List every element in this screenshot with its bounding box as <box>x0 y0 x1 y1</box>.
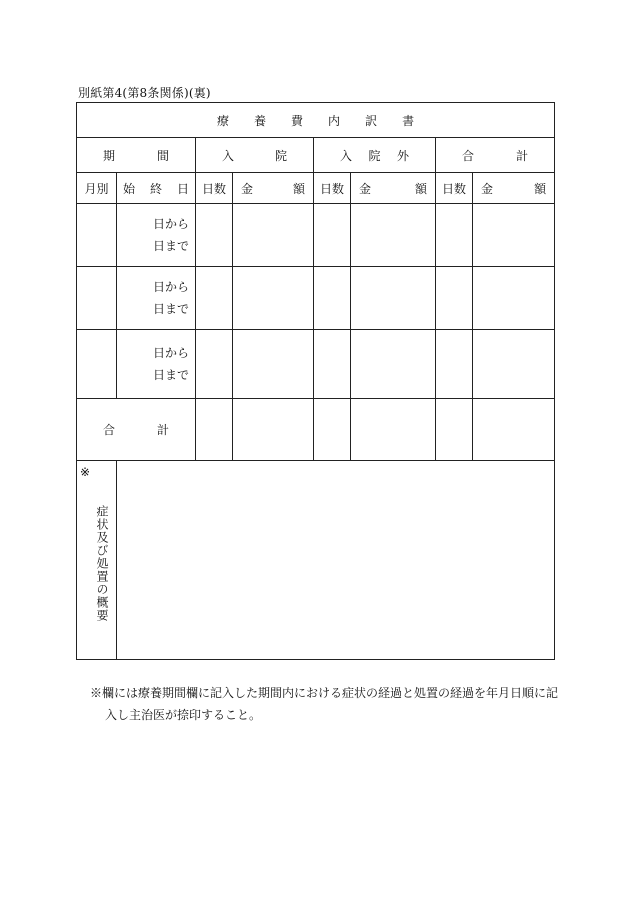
symptom-treatment-label: 症状及び処置の概要 <box>95 505 109 622</box>
table-row <box>77 204 555 267</box>
inpatient-days-cell[interactable] <box>196 267 233 330</box>
month-cell[interactable] <box>77 204 117 267</box>
expense-breakdown-table <box>76 102 555 660</box>
sum-row <box>77 399 555 461</box>
header-row-2 <box>77 173 555 204</box>
col-outpatient-amount: 金 額 <box>351 173 436 204</box>
symptom-treatment-cell[interactable] <box>117 461 555 660</box>
month-cell[interactable] <box>77 267 117 330</box>
total-amount-cell[interactable] <box>473 204 555 267</box>
outpatient-amount-cell[interactable] <box>351 204 436 267</box>
sum-label: 合 計 <box>77 399 196 461</box>
table-row <box>77 330 555 399</box>
header-period: 期 間 <box>77 138 196 173</box>
title-row <box>77 103 555 138</box>
inpatient-days-cell[interactable] <box>196 330 233 399</box>
col-start-end: 始 終 日 <box>117 173 196 204</box>
col-outpatient-days: 日数 <box>314 173 351 204</box>
sum-inpatient-days-cell[interactable] <box>196 399 233 461</box>
footnote: ※欄には療養期間欄に記入した期間内における症状の経過と処置の経過を年月日順に記 入し主治医が捺印すること。 <box>90 686 559 722</box>
col-total-days: 日数 <box>436 173 473 204</box>
total-days-cell[interactable] <box>436 267 473 330</box>
header-outpatient: 入 院 外 <box>314 138 436 173</box>
inpatient-amount-cell[interactable] <box>233 204 314 267</box>
outpatient-days-cell[interactable] <box>314 204 351 267</box>
header-inpatient: 入 院 <box>196 138 314 173</box>
month-cell[interactable] <box>77 330 117 399</box>
inpatient-amount-cell[interactable] <box>233 330 314 399</box>
sum-total-days-cell[interactable] <box>436 399 473 461</box>
table-row <box>77 267 555 330</box>
sum-outpatient-days-cell[interactable] <box>314 399 351 461</box>
total-days-cell[interactable] <box>436 204 473 267</box>
inpatient-amount-cell[interactable] <box>233 267 314 330</box>
table-title: 療 養 費 内 訳 書 <box>77 103 555 138</box>
sum-total-amount-cell[interactable] <box>473 399 555 461</box>
sum-outpatient-amount-cell[interactable] <box>351 399 436 461</box>
header-row-1 <box>77 138 555 173</box>
note-mark: ※ <box>80 465 91 479</box>
col-total-amount: 金 額 <box>473 173 555 204</box>
total-days-cell[interactable] <box>436 330 473 399</box>
period-cell[interactable]: 日から 日まで <box>117 204 196 267</box>
col-inpatient-days: 日数 <box>196 173 233 204</box>
note-row <box>77 461 555 660</box>
period-cell[interactable]: 日から 日まで <box>117 330 196 399</box>
outpatient-amount-cell[interactable] <box>351 330 436 399</box>
col-inpatient-amount: 金 額 <box>233 173 314 204</box>
period-cell[interactable]: 日から 日まで <box>117 267 196 330</box>
document-reference: 別紙第4(第8条関係)(裏) <box>78 86 211 100</box>
inpatient-days-cell[interactable] <box>196 204 233 267</box>
outpatient-days-cell[interactable] <box>314 267 351 330</box>
sum-inpatient-amount-cell[interactable] <box>233 399 314 461</box>
col-month: 月別 <box>77 173 117 204</box>
outpatient-amount-cell[interactable] <box>351 267 436 330</box>
note-label-cell <box>77 461 117 660</box>
total-amount-cell[interactable] <box>473 267 555 330</box>
outpatient-days-cell[interactable] <box>314 330 351 399</box>
total-amount-cell[interactable] <box>473 330 555 399</box>
header-total: 合 計 <box>436 138 555 173</box>
